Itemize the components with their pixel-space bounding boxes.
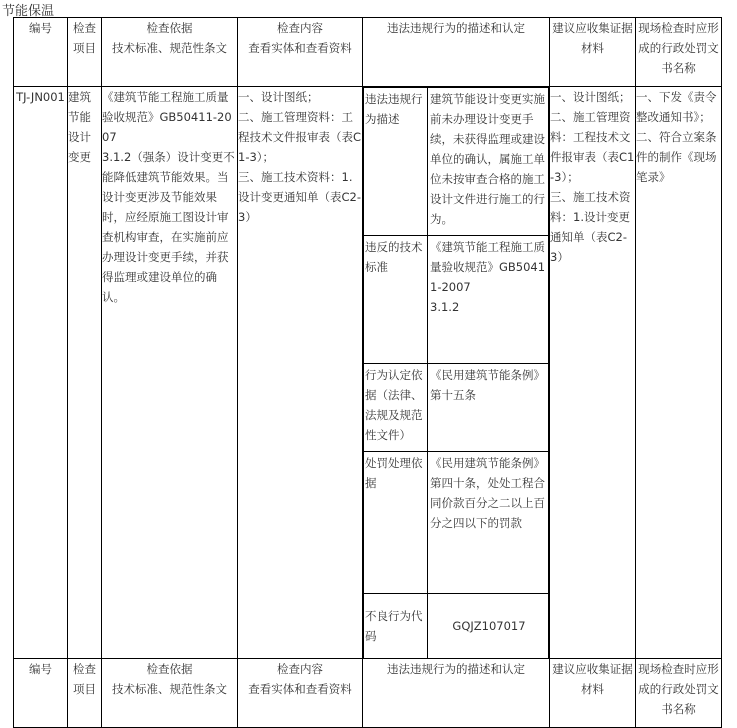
legal-basis-value: 《民用建筑节能条例》第十五条	[428, 364, 549, 452]
bad-behavior-code-label: 不良行为代码	[364, 594, 428, 658]
violation-subtable	[363, 87, 549, 658]
row-evidence: 一、设计图纸； 二、施工管理资料：工程技术文件报审表（表C1-3）； 三、施工技术资料：1.设计变更通知单（表C2-3）	[550, 87, 636, 659]
repeat-header-violation: 违法违规行为的描述和认定	[363, 658, 550, 727]
header-id: 编号	[14, 18, 68, 87]
repeat-header-basis: 检查依据 技术标准、规范性条文	[102, 658, 238, 727]
repeat-header-item: 检查项目	[68, 658, 102, 727]
row-item: 建筑节能设计变更	[68, 87, 102, 659]
penalty-basis-row	[364, 452, 549, 594]
row-id: TJ-JN001	[14, 87, 68, 659]
section-title: 节能保温	[2, 4, 55, 19]
repeat-header-evidence: 建议应收集证据材料	[550, 658, 636, 727]
violation-label: 违法违规行为描述	[364, 88, 428, 236]
header-evidence: 建议应收集证据材料	[550, 18, 636, 87]
violation-description-row	[364, 88, 549, 236]
repeat-header-content: 检查内容 查看实体和查看资料	[238, 658, 363, 727]
bad-behavior-code-value: GQJZ107017	[428, 594, 549, 658]
standard-value: 《建筑节能工程施工质量验收规范》GB50411-2007 3.1.2	[428, 236, 549, 364]
violation-value: 建筑节能设计变更实施前未办理设计变更手续，未获得监理或建设单位的确认，属施工单位未按审查合格的施工设计文件进行施工的行为。	[428, 88, 549, 236]
row-violation	[363, 87, 550, 659]
repeat-header-document: 现场检查时应形成的行政处罚文书名称	[636, 658, 722, 727]
row-content: 一、设计图纸； 二、施工管理资料：工程技术文件报审表（表C1-3）； 三、施工技术资料：1.设计变更通知单（表C2-3）	[238, 87, 363, 659]
row-basis: 《建筑节能工程施工质量验收规范》GB50411-2007 3.1.2（强条）设计变更不能降低建筑节能效果。当设计变更涉及节能效果时，应经原施工图设计审查机构审查，在实施前应办理设计变更手续，并获得监理或建设单位的确认。	[102, 87, 238, 659]
header-basis: 检查依据 技术标准、规范性条文	[102, 18, 238, 87]
header-document: 现场检查时应形成的行政处罚文书名称	[636, 18, 722, 87]
header-violation: 违法违规行为的描述和认定	[363, 18, 550, 87]
standard-row	[364, 236, 549, 364]
repeat-header-id: 编号	[14, 658, 68, 727]
data-row	[14, 87, 722, 659]
penalty-basis-label: 处罚处理依据	[364, 452, 428, 594]
header-row	[14, 18, 722, 87]
row-document: 一、下发《责令整改通知书》； 二、符合立案条件的制作《现场笔录》	[636, 87, 722, 659]
bad-behavior-code-row	[364, 594, 549, 658]
inspection-table	[13, 17, 722, 728]
header-content: 检查内容 查看实体和查看资料	[238, 18, 363, 87]
legal-basis-label: 行为认定依据（法律、法规及规范性文件）	[364, 364, 428, 452]
penalty-basis-value: 《民用建筑节能条例》第四十条，处处工程合同价款百分之二以上百分之四以下的罚款	[428, 452, 549, 594]
repeat-header-row	[14, 658, 722, 727]
standard-label: 违反的技术标准	[364, 236, 428, 364]
header-item: 检查项目	[68, 18, 102, 87]
legal-basis-row	[364, 364, 549, 452]
